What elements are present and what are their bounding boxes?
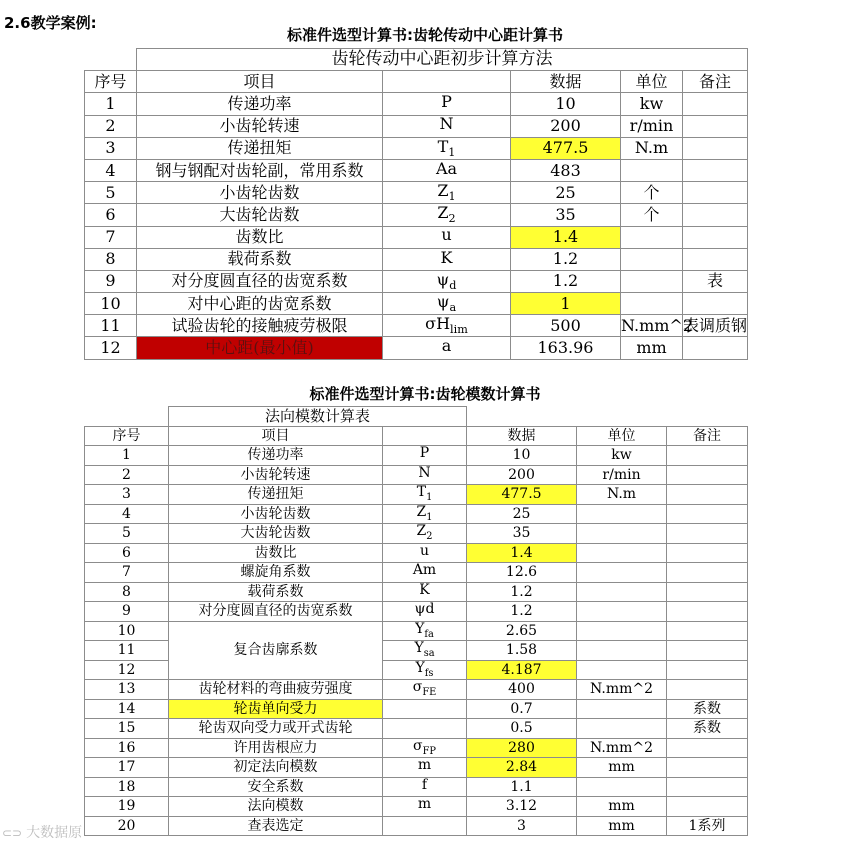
table-caption: 齿轮传动中心距初步计算方法	[137, 49, 748, 71]
symbol-cell	[383, 738, 467, 758]
header-note: 备注	[683, 71, 748, 93]
unit-cell: mm	[577, 816, 667, 836]
row-index: 10	[85, 293, 137, 315]
table-row	[85, 226, 748, 248]
table-row	[85, 204, 748, 226]
note-cell	[683, 248, 748, 270]
note-cell	[667, 621, 748, 641]
symbol: K	[440, 247, 453, 267]
row-index: 5	[85, 182, 137, 204]
symbol-cell	[383, 641, 467, 661]
symbol-subscript: sa	[423, 648, 435, 660]
unit-cell: N.mm^2	[577, 680, 667, 700]
value-cell: 500	[511, 315, 621, 337]
symbol-cell	[383, 699, 467, 719]
symbol-cell	[383, 226, 511, 248]
unit-cell	[577, 719, 667, 739]
unit-cell: mm	[621, 337, 683, 359]
item-label: 对分度圆直径的齿宽系数	[169, 602, 383, 622]
unit-cell	[621, 270, 683, 292]
symbol-subscript: fa	[424, 628, 434, 640]
table-row	[85, 582, 748, 602]
note-cell	[667, 602, 748, 622]
unit-cell: N.m	[577, 485, 667, 505]
unit-cell	[577, 524, 667, 544]
symbol: Z	[416, 523, 427, 540]
row-index: 8	[85, 248, 137, 270]
row-index: 8	[85, 582, 169, 602]
item-label: 齿轮材料的弯曲疲劳强度	[169, 680, 383, 700]
item-label: 许用齿根应力	[169, 738, 383, 758]
value-cell: 1.2	[467, 582, 577, 602]
unit-cell	[621, 226, 683, 248]
symbol-subscript: FP	[422, 745, 436, 757]
symbol: σ	[413, 737, 423, 754]
symbol-cell	[383, 582, 467, 602]
watermark-text: 大数据原	[26, 825, 83, 841]
symbol-cell	[383, 485, 467, 505]
symbol: σ	[412, 679, 423, 696]
note-cell	[667, 485, 748, 505]
header-index: 序号	[85, 71, 137, 93]
value-cell: 3	[467, 816, 577, 836]
note-cell	[667, 582, 748, 602]
table-row	[85, 293, 748, 315]
row-index: 20	[85, 816, 169, 836]
table-row	[85, 680, 748, 700]
watermark	[2, 822, 82, 842]
item-label: 轮齿单向受力	[169, 699, 383, 719]
symbol: Z	[416, 503, 427, 520]
value-cell: 1	[511, 293, 621, 315]
value-cell: 1.58	[467, 641, 577, 661]
normal-module-table	[84, 406, 748, 836]
note-cell	[667, 660, 748, 680]
unit-cell	[621, 159, 683, 181]
unit-cell: r/min	[621, 115, 683, 137]
item-label: 小齿轮转速	[169, 465, 383, 485]
unit-cell	[577, 699, 667, 719]
symbol-cell	[383, 315, 511, 337]
symbol: m	[417, 757, 432, 774]
row-index: 5	[85, 524, 169, 544]
row-index: 1	[85, 93, 137, 115]
row-index: 11	[85, 641, 169, 661]
unit-cell	[621, 293, 683, 315]
symbol: u	[441, 225, 452, 245]
table-row	[85, 465, 748, 485]
symbol: Z	[437, 203, 449, 223]
unit-cell	[577, 777, 667, 797]
symbol-subscript: 1	[426, 492, 433, 504]
value-cell: 280	[467, 738, 577, 758]
table2-doc-title: 标准件选型计算书:齿轮模数计算书	[309, 385, 541, 403]
table-row	[85, 270, 748, 292]
value-cell: 3.12	[467, 797, 577, 817]
symbol-cell	[383, 777, 467, 797]
unit-cell	[621, 248, 683, 270]
header-item: 项目	[169, 426, 383, 446]
value-cell: 200	[511, 115, 621, 137]
unit-cell	[577, 563, 667, 583]
symbol-cell	[383, 204, 511, 226]
item-label: 载荷系数	[169, 582, 383, 602]
row-index: 14	[85, 699, 169, 719]
item-label: 法向模数	[169, 797, 383, 817]
note-cell	[667, 680, 748, 700]
symbol: ψ	[436, 269, 450, 289]
table-row	[85, 621, 748, 641]
item-label: 传递功率	[169, 446, 383, 466]
symbol-cell	[383, 446, 467, 466]
row-index: 13	[85, 680, 169, 700]
unit-cell: mm	[577, 758, 667, 778]
symbol-cell	[383, 270, 511, 292]
item-label: 传递扭矩	[169, 485, 383, 505]
symbol-subscript: d	[449, 278, 457, 292]
item-label: 大齿轮齿数	[137, 204, 383, 226]
row-index: 4	[85, 159, 137, 181]
symbol-subscript: 2	[448, 212, 456, 226]
value-cell: 0.5	[467, 719, 577, 739]
symbol-cell	[383, 524, 467, 544]
unit-cell	[577, 582, 667, 602]
row-index: 9	[85, 270, 137, 292]
note-cell	[667, 543, 748, 563]
header-symbol	[383, 426, 467, 446]
item-label: 载荷系数	[137, 248, 383, 270]
unit-cell	[577, 543, 667, 563]
symbol: m	[417, 796, 432, 813]
item-label: 大齿轮齿数	[169, 524, 383, 544]
unit-cell: kw	[577, 446, 667, 466]
symbol-cell	[383, 159, 511, 181]
note-cell	[683, 115, 748, 137]
item-label: 齿数比	[169, 543, 383, 563]
note-cell	[667, 446, 748, 466]
unit-cell: kw	[621, 93, 683, 115]
note-cell	[683, 159, 748, 181]
item-label: 安全系数	[169, 777, 383, 797]
value-cell: 35	[467, 524, 577, 544]
row-index: 2	[85, 115, 137, 137]
value-cell: 4.187	[467, 660, 577, 680]
symbol-cell	[383, 93, 511, 115]
item-label: 齿数比	[137, 226, 383, 248]
value-cell: 2.84	[467, 758, 577, 778]
table-row	[85, 337, 748, 359]
item-label: 轮齿双向受力或开式齿轮	[169, 719, 383, 739]
symbol: N	[439, 114, 454, 134]
item-label: 小齿轮齿数	[137, 182, 383, 204]
symbol: Z	[437, 181, 449, 201]
note-cell	[667, 777, 748, 797]
note-cell	[667, 563, 748, 583]
header-value: 数据	[511, 71, 621, 93]
row-index: 3	[85, 485, 169, 505]
table-row	[85, 543, 748, 563]
value-cell: 1.2	[467, 602, 577, 622]
unit-cell	[577, 504, 667, 524]
value-cell: 35	[511, 204, 621, 226]
note-cell	[683, 226, 748, 248]
row-index: 6	[85, 204, 137, 226]
table-row	[85, 777, 748, 797]
symbol: ψ	[436, 291, 450, 311]
note-cell	[667, 465, 748, 485]
symbol-subscript: fs	[424, 667, 434, 679]
value-cell: 1.4	[511, 226, 621, 248]
item-label: 小齿轮齿数	[169, 504, 383, 524]
table1-doc-title: 标准件选型计算书:齿轮传动中心距计算书	[286, 26, 563, 44]
symbol: Aa	[435, 158, 458, 178]
unit-cell: N.m	[621, 137, 683, 159]
symbol-cell	[383, 115, 511, 137]
note-cell	[667, 641, 748, 661]
symbol-cell	[383, 137, 511, 159]
note-cell	[683, 137, 748, 159]
symbol-cell	[383, 816, 467, 836]
unit-cell: N.mm^2	[621, 315, 683, 337]
table-row	[85, 315, 748, 337]
symbol: T	[437, 136, 449, 156]
row-index: 11	[85, 315, 137, 337]
item-label: 小齿轮转速	[137, 115, 383, 137]
row-index: 12	[85, 337, 137, 359]
symbol: a	[441, 336, 452, 356]
symbol-cell	[383, 504, 467, 524]
table-row	[85, 719, 748, 739]
symbol-cell	[383, 248, 511, 270]
value-cell: 477.5	[511, 137, 621, 159]
symbol: Y	[415, 659, 425, 676]
row-index: 6	[85, 543, 169, 563]
row-index: 2	[85, 465, 169, 485]
table-caption: 法向模数计算表	[169, 407, 467, 427]
item-label: 传递扭矩	[137, 137, 383, 159]
row-index: 7	[85, 226, 137, 248]
camera-icon: ⊂⊃	[2, 826, 23, 840]
value-cell: 163.96	[511, 337, 621, 359]
unit-cell	[577, 660, 667, 680]
value-cell: 1.2	[511, 270, 621, 292]
header-item: 项目	[137, 71, 383, 93]
table-row	[85, 115, 748, 137]
value-cell: 200	[467, 465, 577, 485]
symbol-cell	[383, 719, 467, 739]
symbol-cell	[383, 758, 467, 778]
header-unit: 单位	[621, 71, 683, 93]
value-cell: 25	[467, 504, 577, 524]
symbol-cell	[383, 563, 467, 583]
table-row	[85, 159, 748, 181]
header-value: 数据	[467, 426, 577, 446]
note-cell	[683, 293, 748, 315]
table-row	[85, 738, 748, 758]
value-cell: 483	[511, 159, 621, 181]
value-cell: 1.2	[511, 248, 621, 270]
row-index: 16	[85, 738, 169, 758]
symbol-cell	[383, 660, 467, 680]
symbol: N	[418, 464, 431, 481]
row-index: 15	[85, 719, 169, 739]
symbol: Am	[412, 562, 437, 579]
symbol: σH	[425, 314, 451, 334]
table-row	[85, 504, 748, 524]
table-row	[85, 248, 748, 270]
row-index: 19	[85, 797, 169, 817]
symbol-cell	[383, 293, 511, 315]
symbol: T	[416, 484, 427, 501]
note-cell: 1系列	[667, 816, 748, 836]
symbol: P	[441, 92, 452, 112]
item-label: 初定法向模数	[169, 758, 383, 778]
value-cell: 10	[511, 93, 621, 115]
note-cell	[667, 797, 748, 817]
row-index: 3	[85, 137, 137, 159]
value-cell: 400	[467, 680, 577, 700]
symbol-subscript: 2	[426, 531, 433, 543]
table-row	[85, 137, 748, 159]
note-cell	[667, 758, 748, 778]
table-row	[85, 797, 748, 817]
table-row	[85, 485, 748, 505]
unit-cell: 个	[621, 182, 683, 204]
symbol-cell	[383, 797, 467, 817]
note-cell	[667, 504, 748, 524]
row-index: 4	[85, 504, 169, 524]
item-label: 查表选定	[169, 816, 383, 836]
value-cell: 10	[467, 446, 577, 466]
symbol-subscript: FE	[422, 687, 437, 699]
symbol: Y	[414, 640, 424, 657]
note-cell	[683, 182, 748, 204]
table-row	[85, 524, 748, 544]
symbol: K	[419, 581, 430, 598]
note-cell	[667, 738, 748, 758]
table-row	[85, 758, 748, 778]
header-note: 备注	[667, 426, 748, 446]
item-label: 传递功率	[137, 93, 383, 115]
unit-cell	[577, 641, 667, 661]
symbol-subscript: a	[449, 301, 457, 315]
value-cell: 2.65	[467, 621, 577, 641]
symbol: ψd	[414, 601, 435, 618]
item-label: 对分度圆直径的齿宽系数	[137, 270, 383, 292]
item-label: 钢与钢配对齿轮副，常用系数	[137, 159, 383, 181]
unit-cell	[577, 621, 667, 641]
table-row	[85, 816, 748, 836]
symbol: P	[419, 445, 430, 462]
unit-cell: r/min	[577, 465, 667, 485]
note-cell	[683, 204, 748, 226]
row-index: 7	[85, 563, 169, 583]
table-row	[85, 182, 748, 204]
unit-cell: 个	[621, 204, 683, 226]
section-heading: 2.6教学案例:	[4, 14, 97, 32]
center-distance-table	[84, 48, 748, 360]
item-label: 螺旋角系数	[169, 563, 383, 583]
note-cell	[683, 93, 748, 115]
value-cell: 25	[511, 182, 621, 204]
symbol-cell	[383, 182, 511, 204]
symbol-cell	[383, 465, 467, 485]
table-row	[85, 699, 748, 719]
row-index: 10	[85, 621, 169, 641]
row-index: 18	[85, 777, 169, 797]
row-index: 1	[85, 446, 169, 466]
table-row	[85, 602, 748, 622]
symbol-cell	[383, 621, 467, 641]
symbol-subscript: 1	[448, 190, 456, 204]
unit-cell: N.mm^2	[577, 738, 667, 758]
item-label: 中心距(最小值)	[137, 337, 383, 359]
symbol-subscript: 1	[448, 145, 456, 159]
value-cell: 1.4	[467, 543, 577, 563]
note-cell: 表调质钢	[683, 315, 748, 337]
row-index: 12	[85, 660, 169, 680]
note-cell: 系数	[667, 699, 748, 719]
symbol-subscript: lim	[450, 323, 468, 337]
symbol: u	[419, 542, 430, 559]
symbol: f	[421, 776, 428, 793]
header-index: 序号	[85, 426, 169, 446]
value-cell: 12.6	[467, 563, 577, 583]
table-row	[85, 446, 748, 466]
note-cell	[683, 337, 748, 359]
value-cell: 477.5	[467, 485, 577, 505]
note-cell	[667, 524, 748, 544]
note-cell: 表	[683, 270, 748, 292]
symbol-cell	[383, 543, 467, 563]
unit-cell: mm	[577, 797, 667, 817]
item-label: 试验齿轮的接触疲劳极限	[137, 315, 383, 337]
symbol-subscript: 1	[426, 511, 433, 523]
header-symbol	[383, 71, 511, 93]
value-cell: 1.1	[467, 777, 577, 797]
unit-cell	[577, 602, 667, 622]
table-row	[85, 93, 748, 115]
table-row	[85, 563, 748, 583]
symbol: Y	[415, 620, 425, 637]
row-index: 17	[85, 758, 169, 778]
symbol-cell	[383, 680, 467, 700]
row-index: 9	[85, 602, 169, 622]
symbol-cell	[383, 602, 467, 622]
item-label: 复合齿廓系数	[169, 621, 383, 680]
symbol-cell	[383, 337, 511, 359]
note-cell: 系数	[667, 719, 748, 739]
header-unit: 单位	[577, 426, 667, 446]
value-cell: 0.7	[467, 699, 577, 719]
item-label: 对中心距的齿宽系数	[137, 293, 383, 315]
